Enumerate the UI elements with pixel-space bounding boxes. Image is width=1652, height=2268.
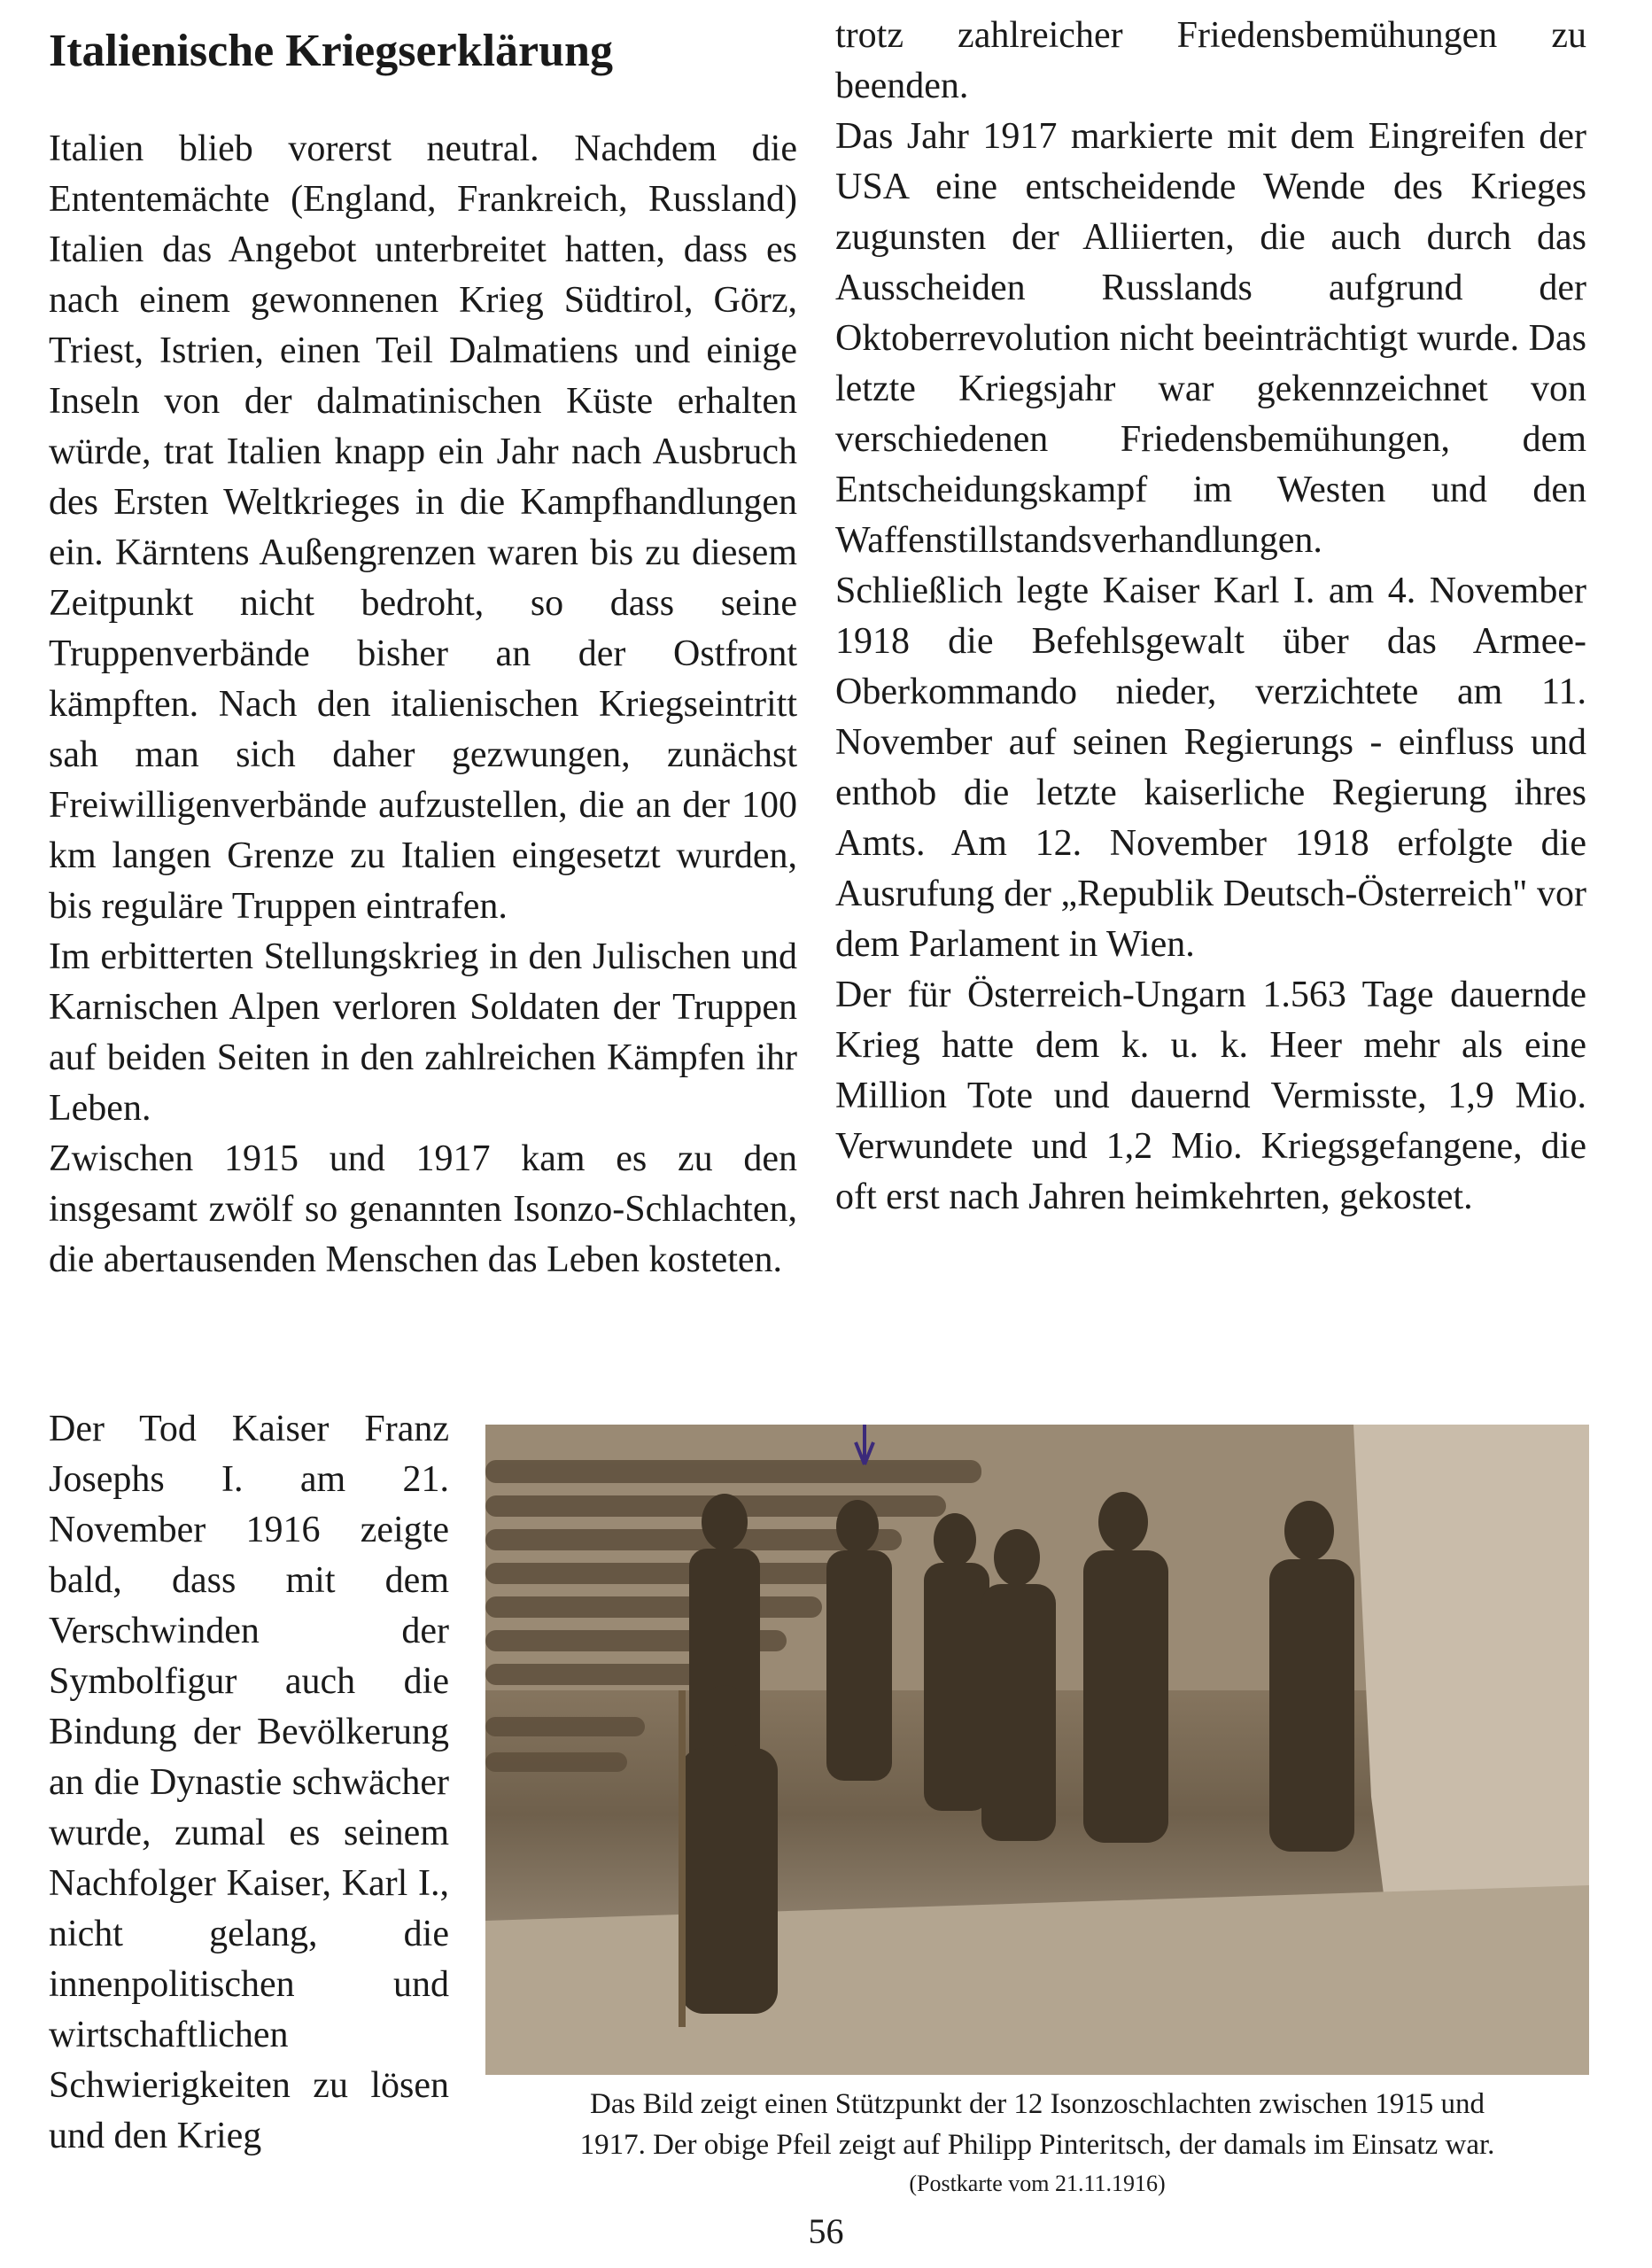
caption-line: Das Bild zeigt einen Stützpunkt der 12 Isonzoschlachten zwischen 1915 und	[590, 2088, 1485, 2120]
paragraph: Schließlich legte Kaiser Karl I. am 4. November 1918 die Befehlsgewalt über das Armee-Oberkommando nieder, verzichtete am 11. November auf seinen Regierungs - einfluss und enthob die letzte kaiserliche Regierung ihres Amts. Am 12. November 1918 erfolgte die Ausrufung der „Republik Deutsch-Österreich" vor dem Parlament in Wien.	[835, 571, 1586, 965]
photo-source: (Postkarte vom 21.11.1916)	[909, 2171, 1166, 2196]
photo-illustration	[485, 1425, 1589, 2075]
paragraph: Der Tod Kaiser Franz Josephs I. am 21. November 1916 zeigte bald, dass mit dem Verschwinden der Symbolfigur auch die Bindung der Bevölkerung an die Dynastie schwächer wurde, zumal es seinem Nachfolger Kaiser, Karl I., nicht gelang, die innenpolitischen und wirtschaftlichen Schwierigkeiten zu lösen und den Krieg	[49, 1409, 449, 2156]
paragraph: trotz zahlreicher Friedensbemühungen zu beenden.	[835, 15, 1586, 106]
narrow-text-column	[49, 1404, 449, 2162]
paragraph: Italien blieb vorerst neutral. Nachdem die Ententemächte (England, Frankreich, Russland) Italien das Angebot unterbreitet hatten, dass es nach einem gewonnenen Krieg Südtirol, Görz, Triest, Istrien, einen Teil Dalmatiens und einige Inseln von der dalmatinischen Küste erhalten würde, trat Italien knapp ein Jahr nach Ausbruch des Ersten Weltkrieges in die Kampfhandlungen ein. Kärntens Außengrenzen waren bis zu diesem Zeitpunkt nicht bedroht, so dass seine Truppenverbände bisher an der Ostfront kämpften. Nach den italienischen Kriegseintritt sah man sich daher gezwungen, zunächst Freiwilligenverbände aufzustellen, die an der 100 km langen Grenze zu Italien eingesetzt wurden, bis reguläre Truppen eintrafen.	[49, 128, 797, 927]
right-text-column	[835, 11, 1586, 1223]
paragraph: Im erbitterten Stellungskrieg in den Julischen und Karnischen Alpen verloren Soldaten der Truppen auf beiden Seiten in den zahlreichen Kämpfen ihr Leben.	[49, 936, 797, 1129]
page-number: 56	[808, 2211, 844, 2251]
paragraph: Der für Österreich-Ungarn 1.563 Tage dauernde Krieg hatte dem k. u. k. Heer mehr als eine Million Tote und dauernd Vermisste, 1,9 Mio. Verwundete und 1,2 Mio. Kriegsgefangene, die oft erst nach Jahren heimkehrten, gekostet.	[835, 975, 1586, 1217]
article-title: Italienische Kriegserklärung	[49, 26, 613, 76]
caption-line: 1917. Der obige Pfeil zeigt auf Philipp Pinteritsch, der damals im Einsatz war.	[579, 2129, 1495, 2161]
paragraph: Das Jahr 1917 markierte mit dem Eingreifen der USA eine entscheidende Wende des Krieges zugunsten der Alliierten, die auch durch das Ausscheiden Russlands aufgrund der Oktoberrevolution nicht beeinträchtigt wurde. Das letzte Kriegsjahr war gekennzeichnet von verschiedenen Friedensbemühungen, dem Entscheidungskampf im Westen und den Waffenstillstandsverhandlungen.	[835, 116, 1586, 561]
photo-caption	[485, 2084, 1589, 2165]
historical-photo	[485, 1425, 1589, 2075]
left-text-column	[49, 124, 797, 1285]
paragraph: Zwischen 1915 und 1917 kam es zu den insgesamt zwölf so genannten Isonzo-Schlachten, die abertausenden Menschen das Leben kosteten.	[49, 1138, 797, 1280]
